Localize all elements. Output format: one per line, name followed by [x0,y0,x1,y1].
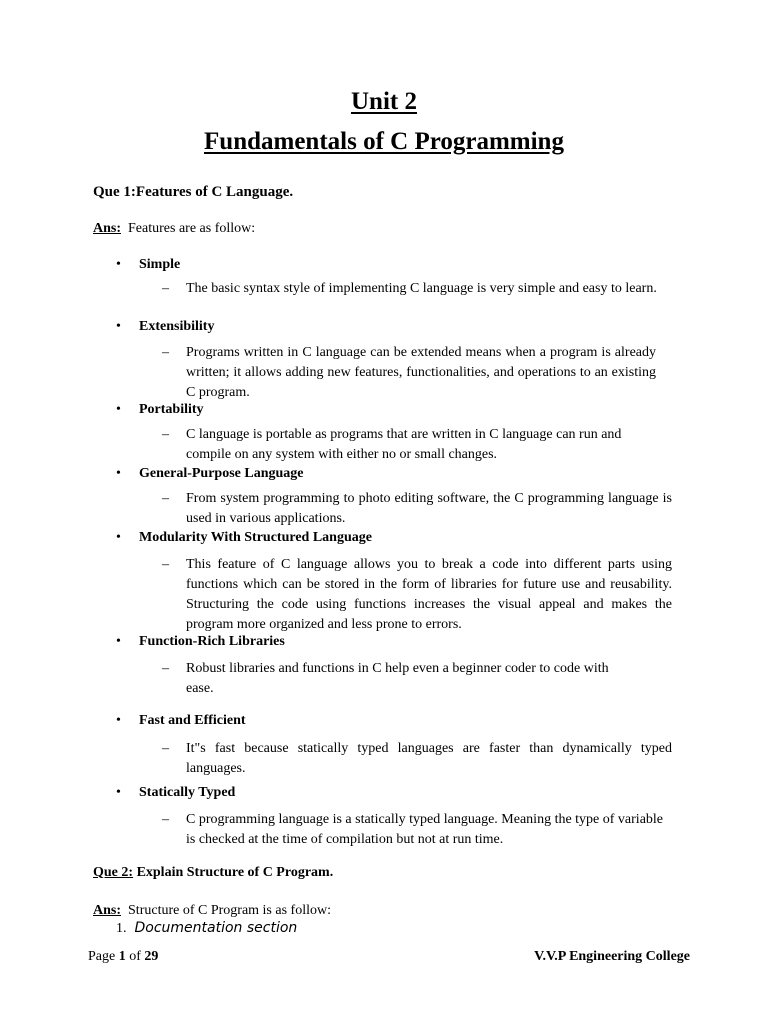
bullet-icon: • [116,634,121,649]
answer-2 [93,903,331,919]
dash-icon: – [162,741,169,756]
bullet-icon: • [116,466,121,481]
dash-icon: – [162,661,169,676]
dash-icon: – [162,345,169,360]
question-2 [93,865,333,881]
college-name: V.V.P Engineering College [534,949,690,964]
feature-heading [116,530,372,546]
answer-2-label: Ans: [93,903,122,918]
feature-description [162,810,674,850]
feature-description [162,489,672,529]
question-1-label: Que 1: [93,184,136,200]
question-1-text: Features of C Language. [135,184,294,200]
feature-desc-text: The basic syntax style of implementing C language is very simple and easy to learn. [186,281,657,296]
page-subtitle: Fundamentals of C Programming [204,128,564,155]
feature-name: Modularity With Structured Language [139,530,372,545]
feature-desc-text: It"s fast because statically typed languages are faster than dynamically typed languages. [186,741,672,776]
dash-icon: – [162,281,169,296]
feature-desc-text: From system programming to photo editing software, the C programming language is used in various applications. [186,491,672,526]
question-1 [93,184,293,201]
dash-icon: – [162,491,169,506]
list-item-text: Documentation section [134,920,298,936]
feature-heading [116,713,246,729]
bullet-icon: • [116,402,121,417]
question-2-label: Que 2: [93,865,134,880]
feature-desc-text: C language is portable as programs that are written in C language can run and compile on any system with either no or small changes. [186,427,622,462]
dash-icon: – [162,812,169,827]
feature-description [162,555,672,635]
answer-1 [93,221,255,237]
feature-name: Function-Rich Libraries [139,634,285,649]
feature-description [162,425,662,465]
answer-1-text: Features are as follow: [128,221,256,236]
feature-name: Fast and Efficient [139,713,246,728]
page-number [88,949,158,965]
feature-desc-text: Programs written in C language can be extended means when a program is already written; it allows adding new features, functionalities, and operations to an existing C program. [186,345,656,400]
bullet-icon: • [116,785,121,800]
feature-description [162,739,672,779]
bullet-icon: • [116,257,121,272]
feature-heading [116,319,214,335]
feature-desc-text: C programming language is a statically typed language. Meaning the type of variable is checked at the time of compilation but not at run time. [186,812,664,847]
feature-name: Extensibility [139,319,215,334]
feature-desc-text: Robust libraries and functions in C help even a beginner coder to code with ease. [186,661,609,696]
total-pages: 29 [144,949,159,964]
feature-description [162,343,656,403]
list-number: 1. [116,921,127,936]
structure-list-item [116,920,297,937]
feature-desc-text: This feature of C language allows you to break a code into different parts using functions which can be stored in the form of libraries for future use and reusability. Structuring the code using functions increases the visual appeal and makes the program more organized and less prone to errors. [186,557,672,632]
dash-icon: – [162,557,169,572]
bullet-icon: • [116,530,121,545]
feature-name: Simple [139,257,181,272]
answer-1-label: Ans: [93,221,122,236]
dash-icon: – [162,427,169,442]
feature-name: Portability [139,402,204,417]
feature-heading [116,785,235,801]
feature-heading [116,402,204,418]
page-of: of [129,949,141,964]
feature-description [162,659,612,699]
bullet-icon: • [116,713,121,728]
feature-heading [116,634,285,650]
current-page: 1 [118,949,126,964]
feature-name: General-Purpose Language [139,466,304,481]
feature-description [162,279,672,299]
page-prefix: Page [88,949,116,964]
feature-heading [116,466,304,482]
feature-heading [116,257,180,273]
feature-name: Statically Typed [139,785,236,800]
page-title: Unit 2 [351,88,417,115]
answer-2-text: Structure of C Program is as follow: [128,903,331,918]
bullet-icon: • [116,319,121,334]
question-2-text: Explain Structure of C Program. [136,865,334,880]
